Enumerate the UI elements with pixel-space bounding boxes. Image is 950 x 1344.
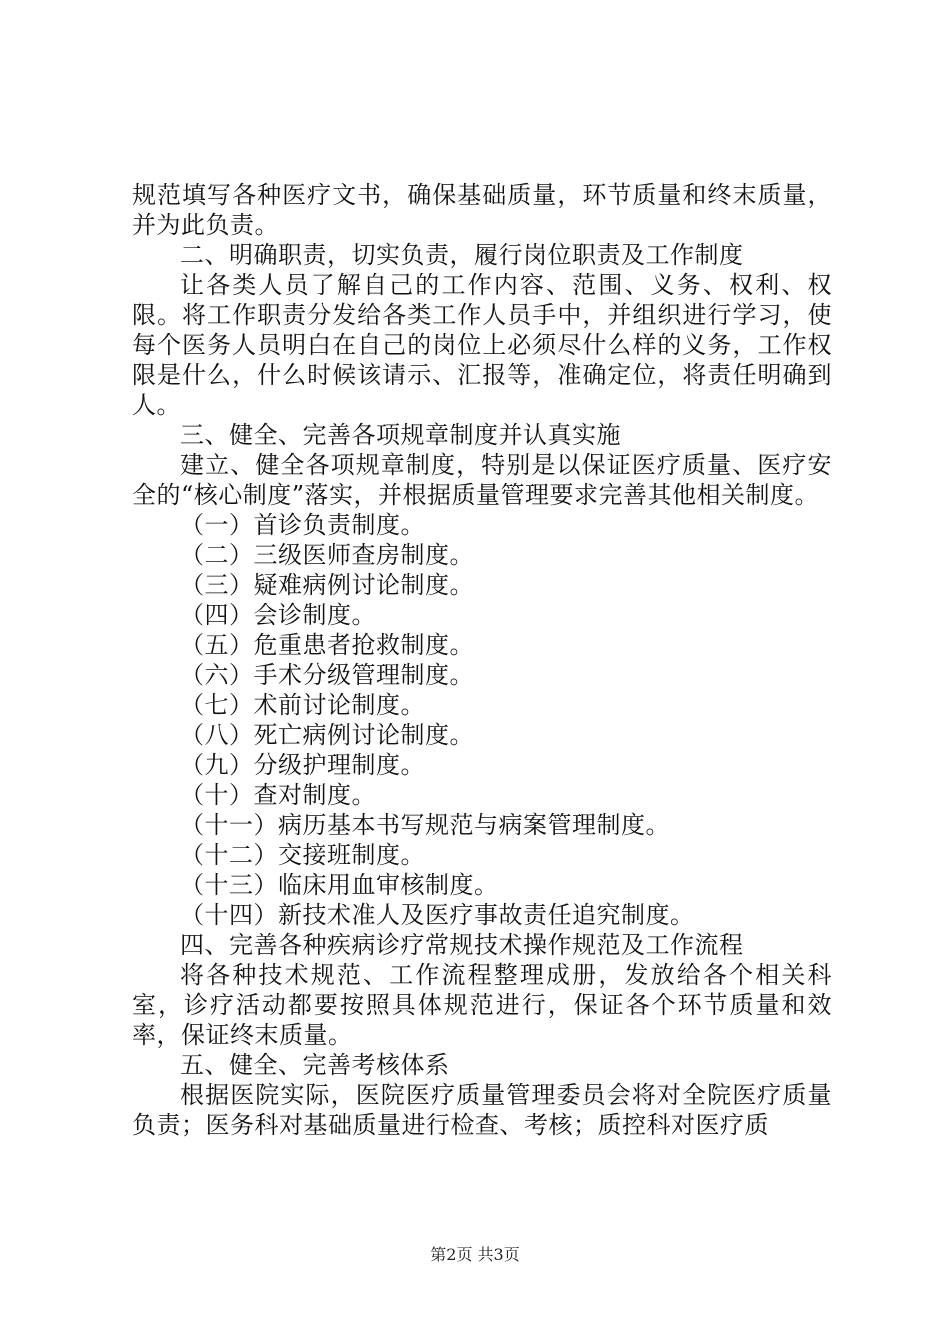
list-item: （十三）临床用血审核制度。 bbox=[180, 871, 499, 899]
list-item: （六）手术分级管理制度。 bbox=[180, 661, 474, 689]
body-paragraph: 根据医院实际，医院医疗质量管理委员会将对全院医疗质量负责；医务科对基础质量进行检查、考核；质控科对医疗质 bbox=[132, 1081, 832, 1139]
section-heading: 四、完善各种疾病诊疗常规技术操作规范及工作流程 bbox=[180, 931, 744, 959]
section-heading: 二、明确职责，切实负责，履行岗位职责及工作制度 bbox=[180, 241, 744, 269]
list-item: （一）首诊负责制度。 bbox=[180, 511, 425, 539]
list-item: （十）查对制度。 bbox=[180, 781, 376, 809]
body-paragraph: 规范填写各种医疗文书，确保基础质量，环节质量和终末质量，并为此负责。 bbox=[132, 181, 832, 239]
list-item: （四）会诊制度。 bbox=[180, 601, 376, 629]
list-item: （十一）病历基本书写规范与病案管理制度。 bbox=[180, 811, 670, 839]
body-paragraph: 将各种技术规范、工作流程整理成册，发放给各个相关科室，诊疗活动都要按照具体规范进行，保证各个环节质量和效率，保证终末质量。 bbox=[132, 961, 832, 1049]
list-item: （十四）新技术准人及医疗事故责任追究制度。 bbox=[180, 901, 695, 929]
list-item: （五）危重患者抢救制度。 bbox=[180, 631, 474, 659]
section-heading: 三、健全、完善各项规章制度并认真实施 bbox=[180, 421, 621, 449]
section-heading: 五、健全、完善考核体系 bbox=[180, 1051, 450, 1079]
list-item: （八）死亡病例讨论制度。 bbox=[180, 721, 474, 749]
list-item: （七）术前讨论制度。 bbox=[180, 691, 425, 719]
list-item: （二）三级医师查房制度。 bbox=[180, 541, 474, 569]
document-body bbox=[132, 180, 832, 1140]
body-paragraph: 建立、健全各项规章制度，特别是以保证医疗质量、医疗安全的“核心制度”落实，并根据质量管理要求完善其他相关制度。 bbox=[132, 451, 832, 509]
list-item: （九）分级护理制度。 bbox=[180, 751, 425, 779]
list-item: （三）疑难病例讨论制度。 bbox=[180, 571, 474, 599]
list-item: （十二）交接班制度。 bbox=[180, 841, 425, 869]
body-paragraph: 让各类人员了解自己的工作内容、范围、义务、权利、权限。将工作职责分发给各类工作人员手中，并组织进行学习，使每个医务人员明白在自己的岗位上必须尽什么样的义务，工作权限是什么，什么时候该请示、汇报等，准确定位，将责任明确到人。 bbox=[132, 271, 832, 419]
page-footer: 第2页 共3页 bbox=[430, 1245, 520, 1264]
